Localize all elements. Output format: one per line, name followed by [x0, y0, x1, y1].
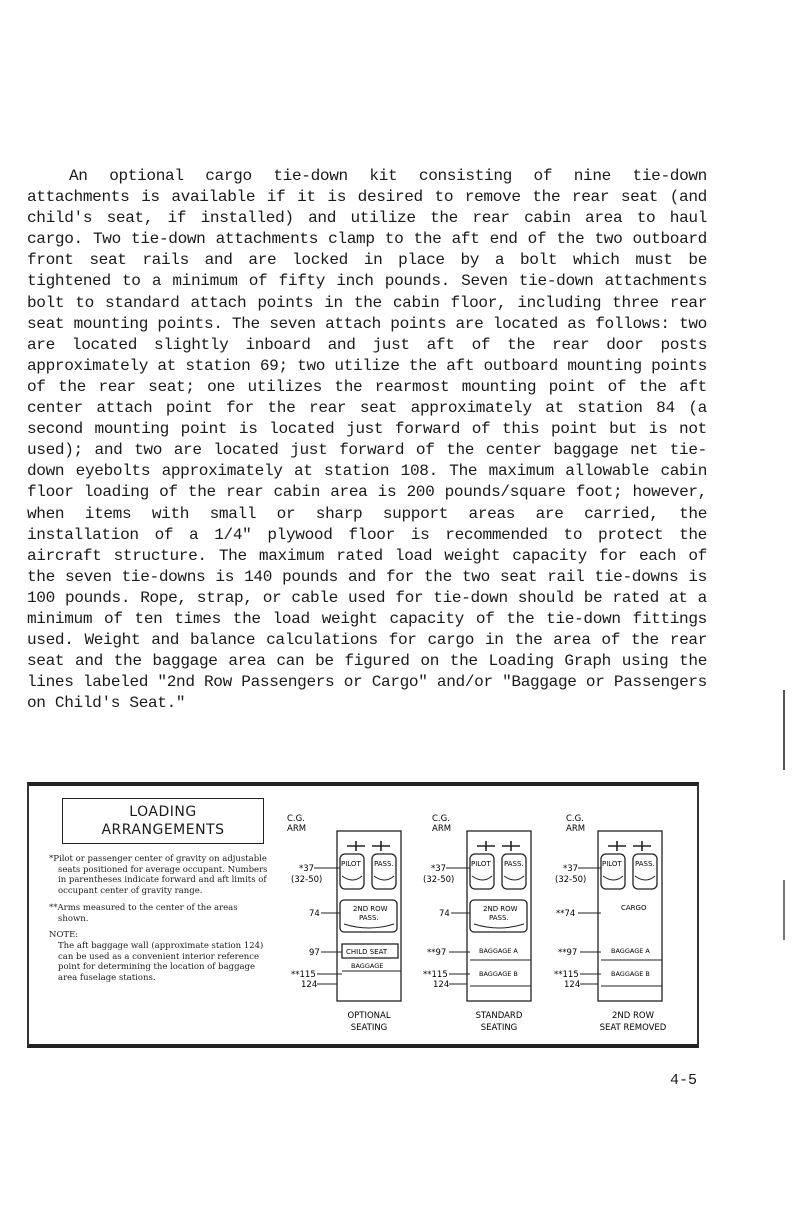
cg-label: C.G. — [287, 814, 305, 824]
arm-value: 97 — [309, 948, 320, 958]
loading-arrangements-figure — [27, 782, 699, 1048]
arm-label: ARM — [432, 824, 452, 834]
arm-value: 124 — [433, 980, 450, 990]
diagram-caption: STANDARD — [475, 1011, 523, 1021]
cg-label: C.G. — [432, 814, 450, 824]
figure-title-line: LOADING — [129, 804, 197, 820]
arm-value: *37 — [431, 864, 447, 874]
seat-label: PILOT — [471, 860, 491, 868]
arm-value: **115 — [291, 970, 316, 980]
arm-value: (32-50) — [423, 875, 455, 885]
figure-title-line: ARRANGEMENTS — [101, 822, 225, 838]
seat-label: 2ND ROW — [483, 905, 518, 913]
seat-label: BAGGAGE B — [611, 970, 650, 978]
seat-label: PILOT — [341, 860, 361, 868]
body-paragraph: An optional cargo tie-down kit consisting of nine tie-down attachments is available if it is desired to remove the rear seat (and child's seat, if installed) and utilize the rear cabin area to haul cargo. Two tie-down attachments clamp to the aft end of the two outboard front seat rails and are locked in place by a bolt which must be tightened to a minimum of fifty inch pounds. Seven tie-down attachments bolt to standard attach points in the cabin floor, including three rear seat mounting points. The seven attach points are located as follows: two are located slightly inboard and just aft of the rear door posts approximately at station 69; two utilize the aft outboard mounting points of the rear seat; one utilizes the rearmost mounting point of the aft center attach point for the rear seat approximately at station 84 (a second mounting point is located just forward of this point but is not used); and two are located just forward of the center baggage net tie-down eyebolts approximately at station 108. The maximum allowable cabin floor loading of the rear cabin area is 200 pounds/square foot; however, when items with small or sharp support areas are carried, the installation of a 1/4" plywood floor is recommended to protect the aircraft structure. The maximum rated load weight capacity for each of the seven tie-downs is 140 pounds and for the two seat rail tie-downs is 100 pounds. Rope, strap, or cable used for tie-down should be rated at a minimum of ten times the load weight capacity of the tie-down fittings used. Weight and balance calculations for cargo in the area of the rear seat and the baggage area can be figured on the Loading Graph using the lines labeled "2nd Row Passengers or Cargo" and/or "Baggage or Passengers on Child's Seat." — [27, 167, 707, 713]
diagram-caption: SEATING — [350, 1023, 388, 1033]
diagram-optional-seating — [287, 814, 401, 1033]
note-pilot: *Pilot or passenger center of gravity on adjustable seats positioned for average occupant. Numbers in parentheses indicate forward and aft limits of occupant center of gravity range. — [49, 854, 268, 897]
diagram-caption: OPTIONAL — [347, 1011, 391, 1021]
seat-label: BAGGAGE — [351, 962, 384, 970]
diagram-standard-seating — [423, 814, 531, 1033]
arm-value: 124 — [564, 980, 581, 990]
page-number: 4-5 — [670, 1072, 698, 1089]
arm-value: 124 — [301, 980, 318, 990]
seat-label: PASS. — [374, 860, 394, 868]
margin-rule — [783, 690, 785, 770]
margin-rule — [783, 880, 785, 940]
seat-label: PASS. — [489, 914, 509, 922]
arm-value: **115 — [423, 970, 448, 980]
seat-label: BAGGAGE A — [479, 947, 518, 955]
arm-label: ARM — [566, 824, 586, 834]
arm-label: ARM — [287, 824, 307, 834]
seat-label: 2ND ROW — [353, 905, 388, 913]
diagram-2nd-row-removed — [554, 814, 667, 1033]
arm-value: **74 — [556, 909, 576, 919]
diagram-caption: 2ND ROW — [611, 1011, 655, 1021]
front-seat-tops — [347, 841, 390, 851]
note-heading: NOTE: — [49, 930, 79, 941]
arm-value: **97 — [558, 948, 578, 958]
arm-value: *37 — [563, 864, 579, 874]
seat-label: PASS. — [504, 860, 524, 868]
arm-value: 74 — [439, 909, 450, 919]
seat-label: BAGGAGE A — [611, 947, 650, 955]
seat-label: PASS. — [359, 914, 379, 922]
note-arms: **Arms measured to the center of the areas shown. — [49, 902, 238, 924]
diagram-caption: SEAT REMOVED — [599, 1023, 667, 1033]
arm-value: (32-50) — [291, 875, 323, 885]
arm-value: *37 — [299, 864, 315, 874]
seat-label: PASS. — [635, 860, 655, 868]
diagram-caption: SEATING — [480, 1023, 518, 1033]
seating-diagrams — [29, 786, 697, 1044]
seat-label: BAGGAGE B — [479, 970, 518, 978]
cg-label: C.G. — [566, 814, 584, 824]
arm-value: **97 — [427, 948, 447, 958]
seat-label: CARGO — [621, 904, 647, 912]
note-text: The aft baggage wall (approximate station 124) can be used as a convenient interior reference point for determining the location of baggage area fuselage stations. — [58, 940, 264, 984]
seat-label: PILOT — [602, 860, 622, 868]
arm-value: (32-50) — [555, 875, 587, 885]
seat-label: CHILD SEAT — [346, 948, 388, 956]
arm-value: **115 — [554, 970, 579, 980]
arm-value: 74 — [309, 909, 320, 919]
